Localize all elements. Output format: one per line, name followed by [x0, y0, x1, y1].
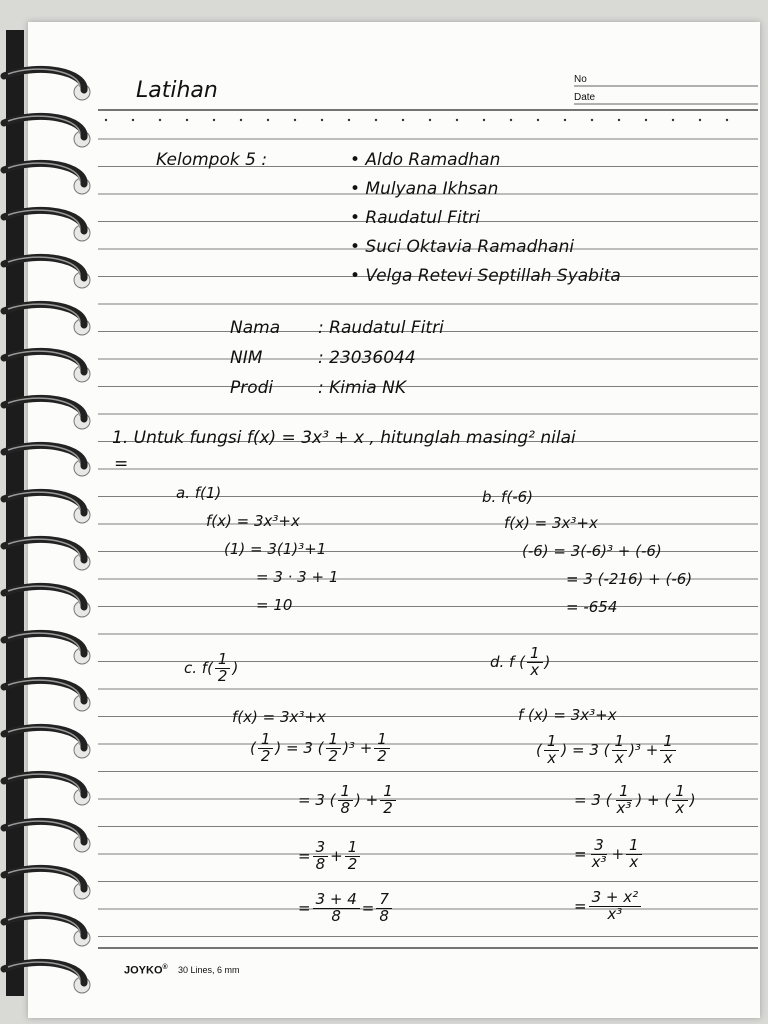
- date-label: Date: [574, 92, 596, 103]
- part-a-step: (1) = 3(1)³+1: [224, 540, 327, 558]
- dot-marker: [645, 119, 647, 121]
- part-d-title: d. f ( $\frac{1}{x}$ ): [490, 644, 551, 679]
- notebook-page: [28, 22, 760, 1018]
- dot-marker: [294, 119, 296, 121]
- dot-marker: [402, 119, 404, 121]
- part-c-step: = 3 ( $\frac{1}{8}$ ) + $\frac{1}{2}$: [298, 784, 398, 817]
- ruled-lines: [28, 22, 760, 1018]
- name-label: Nama: [230, 318, 281, 338]
- group-member: • Suci Oktavia Ramadhani: [350, 237, 575, 257]
- dot-marker: [726, 119, 728, 121]
- dot-marker: [456, 119, 458, 121]
- dot-marker: [321, 119, 323, 121]
- prodi-label: Prodi: [230, 378, 274, 398]
- group-label: Kelompok 5 :: [156, 150, 268, 170]
- no-label: No: [574, 74, 587, 85]
- dot-marker: [510, 119, 512, 121]
- dot-marker: [618, 119, 620, 121]
- brand-logo: JOYKO®: [124, 964, 168, 977]
- group-member: • Raudatul Fitri: [350, 208, 481, 228]
- part-b-title: b. f(-6): [482, 488, 533, 506]
- question-equals: =: [114, 454, 129, 474]
- spiral-binding: [0, 0, 110, 1024]
- part-c-step: ( $\frac{1}{2}$ ) = 3 ( $\frac{1}{2}$ )³ + $\frac{1}{2}$: [250, 732, 392, 765]
- prodi-value: : Kimia NK: [318, 378, 406, 398]
- dot-marker: [186, 119, 188, 121]
- part-a-step: = 10: [256, 596, 293, 614]
- dot-marker: [240, 119, 242, 121]
- part-d-step: = $\frac{3}{\text{x³}}$ + $\frac{1}{x}$: [574, 838, 644, 871]
- part-b-step: (-6) = 3(-6)³ + (-6): [522, 542, 662, 560]
- part-d-step: = 3 ( $\frac{1}{\text{x³}}$ ) + ( $\frac{1}{x}$ ): [574, 782, 696, 817]
- name-value: : Raudatul Fitri: [318, 318, 444, 338]
- group-member: • Mulyana Ikhsan: [350, 179, 499, 199]
- part-d-step: f (x) = 3x³+x: [518, 706, 617, 724]
- nim-label: NIM: [230, 348, 263, 368]
- part-a-step: f(x) = 3x³+x: [206, 512, 300, 530]
- question-text: 1. Untuk fungsi f(x) = 3x³ + x , hitunglah masing² nilai: [112, 428, 576, 448]
- dot-marker: [564, 119, 566, 121]
- dot-marker: [429, 119, 431, 121]
- group-member: • Aldo Ramadhan: [350, 150, 501, 170]
- dot-marker: [348, 119, 350, 121]
- part-c-step: f(x) = 3x³+x: [232, 708, 326, 726]
- part-d-step: ( $\frac{1}{x}$ ) = 3 ( $\frac{1}{x}$ )³ + $\frac{1}{x}$: [536, 734, 678, 767]
- dot-marker: [159, 119, 161, 121]
- spine-strip: [6, 30, 24, 996]
- group-member: • Velga Retevi Septillah Syabita: [350, 266, 621, 286]
- part-a-step: = 3 · 3 + 1: [256, 568, 339, 586]
- dot-marker: [699, 119, 701, 121]
- dot-marker: [537, 119, 539, 121]
- part-b-step: = 3 (-216) + (-6): [566, 570, 693, 588]
- part-c-step: = $\frac{3 + 4}{8}$ = $\frac{7}{8}$: [298, 892, 394, 925]
- part-b-step: = -654: [566, 598, 618, 616]
- part-d-step: = $\frac{\text{3 + x²}}{\text{x³}}$: [574, 890, 643, 923]
- part-b-step: f(x) = 3x³+x: [504, 514, 598, 532]
- paper-spec: 30 Lines, 6 mm: [178, 965, 240, 975]
- dot-marker: [213, 119, 215, 121]
- dot-marker: [267, 119, 269, 121]
- dot-marker: [375, 119, 377, 121]
- part-c-title: c. f( $\frac{1}{2}$ ): [184, 650, 239, 685]
- dot-marker: [672, 119, 674, 121]
- part-c-step: = $\frac{3}{8}$ + $\frac{1}{2}$: [298, 840, 362, 873]
- part-a-title: a. f(1): [176, 484, 222, 502]
- dot-marker: [591, 119, 593, 121]
- dot-marker: [483, 119, 485, 121]
- nim-value: : 23036044: [318, 348, 416, 368]
- page-title: Latihan: [136, 78, 218, 103]
- dot-marker: [132, 119, 134, 121]
